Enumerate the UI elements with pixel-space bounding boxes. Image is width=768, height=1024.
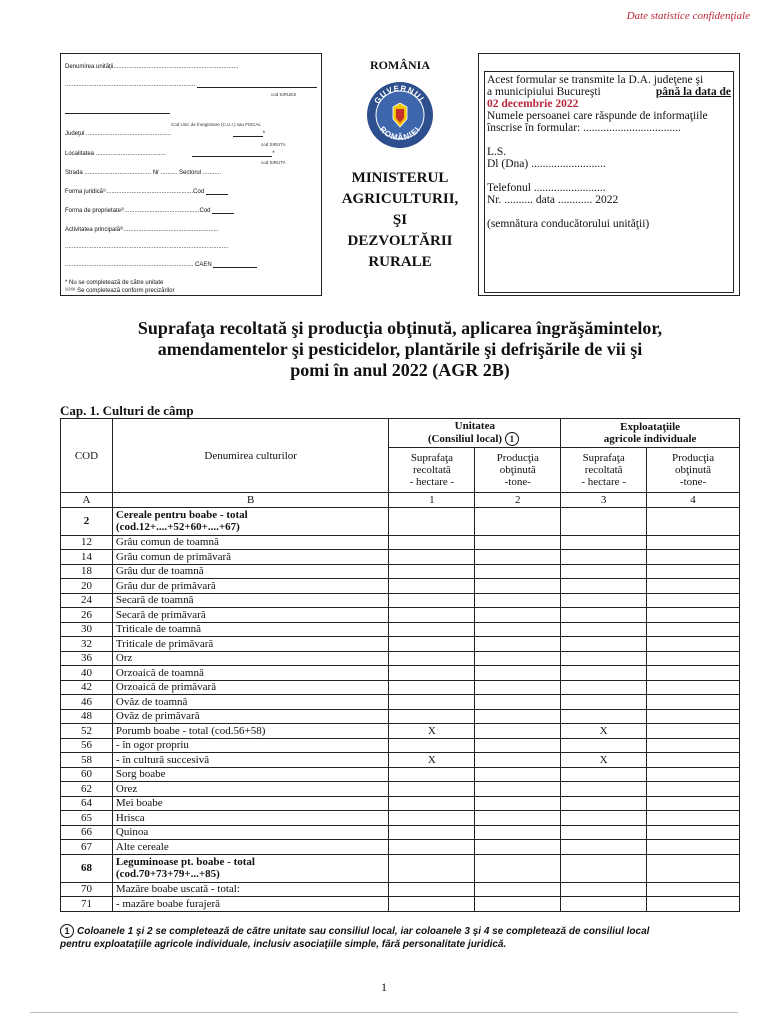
government-crest-icon	[366, 81, 434, 149]
contact-person-label: Numele persoanei care răspunde de informaţiile	[487, 110, 708, 122]
cell-suprafata-individual[interactable]	[561, 738, 647, 753]
table-row	[61, 738, 740, 753]
unit-name-field: Denumirea unităţii...........................................................................	[65, 64, 239, 70]
row-code: 48	[61, 709, 113, 724]
cell-suprafata-unitate[interactable]	[389, 593, 475, 608]
row-code: 60	[61, 767, 113, 782]
table-row	[61, 550, 740, 565]
row-code: 30	[61, 622, 113, 637]
ministry-block	[330, 58, 470, 273]
sirues-label: cod SIRUES	[271, 92, 297, 97]
letter-4: 4	[647, 493, 740, 508]
cell-suprafata-unitate[interactable]	[389, 507, 475, 535]
cell-suprafata-unitate[interactable]	[389, 782, 475, 797]
cell-suprafata-unitate[interactable]	[389, 535, 475, 550]
cell-suprafata-individual[interactable]	[561, 854, 647, 882]
activitate-field: Activitatea principală³⁾.........................................................	[65, 227, 219, 233]
row-code: 62	[61, 782, 113, 797]
localitate-boxes	[192, 151, 272, 157]
cell-productia-unitate[interactable]	[475, 579, 561, 594]
table-row	[61, 796, 740, 811]
cell-productia-unitate[interactable]	[475, 695, 561, 710]
cell-suprafata-unitate[interactable]	[389, 695, 475, 710]
cell-productia-unitate[interactable]	[475, 882, 561, 897]
cell-productia-individual[interactable]	[647, 666, 740, 681]
table-row	[61, 593, 740, 608]
cell-productia-unitate[interactable]	[475, 622, 561, 637]
signature-label: (semnătura conducătorului unităţii)	[487, 218, 650, 230]
table-row	[61, 637, 740, 652]
cell-suprafata-individual[interactable]	[561, 840, 647, 855]
cell-productia-individual[interactable]	[647, 564, 740, 579]
caen-field: ............................................................................. CAEN	[65, 262, 257, 268]
cell-suprafata-unitate[interactable]	[389, 825, 475, 840]
cell-suprafata-individual[interactable]	[561, 579, 647, 594]
crops-table	[60, 418, 740, 912]
page-title: Suprafaţa recoltată şi producţia obţinută, aplicarea îngrăşămintelor, amendamentelor şi pesticidelor, plantările şi defrişările de vii şi pomi în anul 2022 (AGR 2B)	[137, 318, 663, 380]
row-code: 40	[61, 666, 113, 681]
forma-juridica-boxes	[206, 189, 228, 195]
row-crop-name: - în ogor propriu	[112, 738, 389, 753]
row-code: 20	[61, 579, 113, 594]
cell-productia-unitate[interactable]	[475, 651, 561, 666]
cell-productia-individual[interactable]	[647, 695, 740, 710]
cell-productia-individual[interactable]	[647, 550, 740, 565]
cell-productia-unitate[interactable]	[475, 796, 561, 811]
chapter-heading: Cap. 1. Culturi de câmp	[60, 403, 194, 418]
cell-productia-unitate[interactable]	[475, 767, 561, 782]
table-row	[61, 882, 740, 897]
cell-suprafata-individual[interactable]	[561, 666, 647, 681]
col-header-suprafata-2: Suprafaţa recoltată - hectare -	[561, 448, 647, 493]
cell-suprafata-unitate[interactable]	[389, 608, 475, 623]
cell-suprafata-unitate[interactable]	[389, 796, 475, 811]
cell-suprafata-unitate[interactable]	[389, 897, 475, 912]
row-crop-name: - în cultură succesivă	[112, 753, 389, 768]
row-code: 58	[61, 753, 113, 768]
cell-suprafata-individual[interactable]	[561, 695, 647, 710]
deadline-date: 02 decembrie 2022	[487, 98, 579, 110]
row-crop-name: Hrisca	[112, 811, 389, 826]
row-code: 64	[61, 796, 113, 811]
row-code: 71	[61, 897, 113, 912]
transmit-box	[478, 53, 740, 296]
forma-proprietate-boxes	[212, 208, 234, 214]
cell-productia-individual[interactable]	[647, 738, 740, 753]
cell-productia-unitate[interactable]	[475, 666, 561, 681]
row-code: 65	[61, 811, 113, 826]
letter-2: 2	[475, 493, 561, 508]
row-crop-name: Mei boabe	[112, 796, 389, 811]
col-header-exploatatii: Exploataţiile agricole individuale	[561, 419, 740, 448]
row-crop-name: Orzoaică de primăvară	[112, 680, 389, 695]
cell-productia-unitate[interactable]	[475, 608, 561, 623]
row-crop-name: Secară de toamnă	[112, 593, 389, 608]
row-crop-name: Mazăre boabe uscată - total:	[112, 882, 389, 897]
row-code: 46	[61, 695, 113, 710]
cell-suprafata-individual[interactable]	[561, 897, 647, 912]
cell-productia-unitate[interactable]	[475, 709, 561, 724]
judet-field: Judeţul ................................................... *	[65, 131, 266, 137]
cell-productia-individual[interactable]	[647, 680, 740, 695]
table-row	[61, 825, 740, 840]
row-code: 14	[61, 550, 113, 565]
cell-productia-unitate[interactable]	[475, 825, 561, 840]
cell-suprafata-individual[interactable]	[561, 622, 647, 637]
cell-suprafata-individual[interactable]	[561, 680, 647, 695]
col-header-productia-1: Producţia obţinută -tone-	[475, 448, 561, 493]
table-row	[61, 782, 740, 797]
cell-productia-individual[interactable]	[647, 811, 740, 826]
letter-a: A	[61, 493, 113, 508]
table-letters-row	[61, 493, 740, 508]
cell-suprafata-individual[interactable]	[561, 882, 647, 897]
table-row	[61, 897, 740, 912]
row-crop-name: Cereale pentru boabe - total (cod.12+....+52+60+....+67)	[112, 507, 389, 535]
cell-suprafata-individual[interactable]	[561, 767, 647, 782]
footnote-text-1: Coloanele 1 şi 2 se completează de către unitate sau consiliul local, iar coloanele 3 şi 4 se completează de consiliul local	[77, 926, 650, 937]
table-row	[61, 579, 740, 594]
cell-productia-individual[interactable]	[647, 840, 740, 855]
cell-suprafata-unitate[interactable]	[389, 811, 475, 826]
row-crop-name: - mazăre boabe furajeră	[112, 897, 389, 912]
cell-suprafata-unitate[interactable]	[389, 637, 475, 652]
cell-productia-unitate[interactable]	[475, 782, 561, 797]
row-crop-name: Orzoaică de toamnă	[112, 666, 389, 681]
cell-suprafata-individual[interactable]	[561, 796, 647, 811]
table-row	[61, 608, 740, 623]
cell-productia-individual[interactable]	[647, 608, 740, 623]
table-row	[61, 680, 740, 695]
row-crop-name: Grâu dur de primăvară	[112, 579, 389, 594]
forma-proprietate-field: Forma de proprietate²⁾.............................................Cod	[65, 207, 234, 214]
cell-suprafata-unitate[interactable]	[389, 709, 475, 724]
col-header-productia-2: Producţia obţinută -tone-	[647, 448, 740, 493]
cell-suprafata-individual[interactable]: X	[561, 724, 647, 739]
table-row	[61, 651, 740, 666]
row-crop-name: Triticale de primăvară	[112, 637, 389, 652]
cell-suprafata-individual[interactable]: X	[561, 753, 647, 768]
row-code: 12	[61, 535, 113, 550]
cell-suprafata-individual[interactable]	[561, 651, 647, 666]
table-row	[61, 535, 740, 550]
cell-suprafata-unitate[interactable]	[389, 680, 475, 695]
cui-label: Cod Unic de Înregistrare (C.U.I.) sau FISCAL	[171, 122, 262, 127]
letter-3: 3	[561, 493, 647, 508]
cell-productia-unitate[interactable]	[475, 811, 561, 826]
confidential-label: Date statistice confidenţiale	[626, 10, 750, 22]
nr-data-field: Nr. .......... data ............ 2022	[487, 194, 619, 206]
page-number: 1	[381, 980, 387, 994]
table-row	[61, 666, 740, 681]
transmit-line-1: Acest formular se transmite la D.A. judeţene şi	[487, 74, 704, 86]
row-crop-name: Orez	[112, 782, 389, 797]
cell-suprafata-unitate[interactable]	[389, 550, 475, 565]
table-row	[61, 564, 740, 579]
ident-note-2: ¹⁾²⁾³⁾ Se completează conform precizărilor	[65, 288, 175, 294]
country-title: ROMÂNIA	[370, 58, 430, 72]
row-crop-name: Porumb boabe - total (cod.56+58)	[112, 724, 389, 739]
row-code: 2	[61, 507, 113, 535]
table-row	[61, 622, 740, 637]
cell-productia-unitate[interactable]	[475, 854, 561, 882]
localitate-field: Localitatea .......................................... *	[65, 151, 275, 157]
cell-productia-unitate[interactable]	[475, 738, 561, 753]
row-code: 18	[61, 564, 113, 579]
cell-productia-individual[interactable]	[647, 796, 740, 811]
row-crop-name: Triticale de toamnă	[112, 622, 389, 637]
cell-suprafata-unitate[interactable]	[389, 738, 475, 753]
cell-productia-individual[interactable]	[647, 825, 740, 840]
letter-1: 1	[389, 493, 475, 508]
siruta-label-2: cod SIRUTA	[261, 160, 286, 165]
cell-suprafata-individual[interactable]	[561, 825, 647, 840]
cell-suprafata-unitate[interactable]	[389, 767, 475, 782]
footnote	[60, 924, 750, 951]
row-code: 68	[61, 854, 113, 882]
row-code: 42	[61, 680, 113, 695]
row-code: 56	[61, 738, 113, 753]
cell-suprafata-unitate[interactable]	[389, 579, 475, 594]
cell-productia-individual[interactable]	[647, 651, 740, 666]
row-crop-name: Grâu comun de toamnă	[112, 535, 389, 550]
cell-productia-unitate[interactable]	[475, 637, 561, 652]
caen-boxes	[213, 262, 257, 268]
row-crop-name: Ovăz de toamnă	[112, 695, 389, 710]
judet-boxes	[233, 131, 263, 137]
cell-suprafata-individual[interactable]	[561, 535, 647, 550]
sirues-boxes	[197, 82, 317, 88]
row-code: 52	[61, 724, 113, 739]
cell-productia-individual[interactable]	[647, 882, 740, 897]
svg-text:GUVERNUL: GUVERNUL	[372, 83, 428, 106]
cell-productia-individual[interactable]	[647, 753, 740, 768]
cell-productia-individual[interactable]	[647, 767, 740, 782]
table-row	[61, 709, 740, 724]
identification-box	[60, 53, 322, 296]
table-row	[61, 840, 740, 855]
forma-juridica-field: Forma juridică¹⁾....................................................Cod	[65, 188, 228, 195]
row-crop-name: Secară de primăvară	[112, 608, 389, 623]
cell-suprafata-unitate[interactable]	[389, 622, 475, 637]
svg-text:ROMÂNIEI: ROMÂNIEI	[377, 124, 423, 143]
cell-suprafata-individual[interactable]	[561, 637, 647, 652]
cell-suprafata-individual[interactable]	[561, 507, 647, 535]
cell-productia-unitate[interactable]	[475, 840, 561, 855]
row-code: 36	[61, 651, 113, 666]
dl-field: Dl (Dna) ..........................	[487, 158, 606, 170]
col-header-denumirea: Denumirea culturilor	[112, 419, 389, 493]
row-code: 26	[61, 608, 113, 623]
cell-productia-unitate[interactable]	[475, 680, 561, 695]
row-code: 24	[61, 593, 113, 608]
cell-productia-individual[interactable]	[647, 535, 740, 550]
row-crop-name: Alte cereale	[112, 840, 389, 855]
cell-suprafata-unitate[interactable]	[389, 651, 475, 666]
cell-suprafata-individual[interactable]	[561, 550, 647, 565]
cell-productia-individual[interactable]	[647, 897, 740, 912]
ls-label: L.S.	[487, 146, 507, 158]
table-row	[61, 767, 740, 782]
letter-b: B	[112, 493, 389, 508]
cell-suprafata-unitate[interactable]	[389, 840, 475, 855]
cell-suprafata-individual[interactable]	[561, 593, 647, 608]
cui-boxes-row	[65, 108, 170, 114]
row-code: 67	[61, 840, 113, 855]
row-crop-name: Grâu dur de toamnă	[112, 564, 389, 579]
bottom-rule	[30, 1012, 738, 1013]
row-crop-name: Quinoa	[112, 825, 389, 840]
cell-productia-individual[interactable]	[647, 579, 740, 594]
row-crop-name: Sorg boabe	[112, 767, 389, 782]
col-header-suprafata-1: Suprafaţa recoltată - hectare -	[389, 448, 475, 493]
cell-productia-unitate[interactable]	[475, 753, 561, 768]
col-header-cod: COD	[61, 419, 113, 493]
siruta-label-1: cod SIRUTA	[261, 142, 286, 147]
row-code: 66	[61, 825, 113, 840]
table-row	[61, 811, 740, 826]
table-row	[61, 724, 740, 739]
table-row	[61, 507, 740, 535]
cell-suprafata-individual[interactable]	[561, 811, 647, 826]
cell-productia-unitate[interactable]	[475, 593, 561, 608]
cell-productia-individual[interactable]	[647, 637, 740, 652]
cell-productia-unitate[interactable]	[475, 724, 561, 739]
contact-person-field: înscrise în formular: ..................................	[487, 122, 681, 134]
cell-suprafata-unitate[interactable]: X	[389, 724, 475, 739]
cell-suprafata-unitate[interactable]	[389, 882, 475, 897]
unit-name-line: ..............................................................................	[65, 82, 317, 88]
strada-field: Strada ........................................ Nr .......... Sectorul ...........	[65, 170, 222, 176]
cell-suprafata-unitate[interactable]	[389, 564, 475, 579]
row-code: 70	[61, 882, 113, 897]
cell-suprafata-individual[interactable]	[561, 608, 647, 623]
cell-productia-individual[interactable]	[647, 724, 740, 739]
transmit-line-2: a municipiului Bucureşti până la data de	[487, 86, 731, 98]
ident-note-1: * Nu se completează de către unitate	[65, 280, 164, 286]
ministry-name: MINISTERUL AGRICULTURII, ŞI DEZVOLTĂRII RURALE	[341, 170, 459, 270]
footnote-circle-icon: 1	[60, 924, 74, 938]
table-row	[61, 695, 740, 710]
cell-productia-unitate[interactable]	[475, 507, 561, 535]
cell-productia-individual[interactable]	[647, 593, 740, 608]
cell-productia-individual[interactable]	[647, 622, 740, 637]
note-circle-icon: 1	[505, 432, 519, 446]
footnote-text-2: pentru exploataţiile agricole individuale, inclusiv asociaţiile simple, fără personalitate juridică.	[60, 939, 507, 950]
row-crop-name: Orz	[112, 651, 389, 666]
table-row	[61, 753, 740, 768]
cell-productia-individual[interactable]	[647, 709, 740, 724]
cell-suprafata-individual[interactable]	[561, 782, 647, 797]
cell-productia-unitate[interactable]	[475, 564, 561, 579]
cell-suprafata-individual[interactable]	[561, 564, 647, 579]
row-crop-name: Ovăz de primăvară	[112, 709, 389, 724]
cell-suprafata-unitate[interactable]	[389, 854, 475, 882]
row-crop-name: Grâu comun de primăvară	[112, 550, 389, 565]
cell-productia-unitate[interactable]	[475, 535, 561, 550]
cell-productia-individual[interactable]	[647, 854, 740, 882]
cell-suprafata-unitate[interactable]: X	[389, 753, 475, 768]
cell-productia-unitate[interactable]	[475, 897, 561, 912]
cui-boxes	[65, 108, 170, 114]
row-crop-name: Leguminoase pt. boabe - total (cod.70+73+79+...+85)	[112, 854, 389, 882]
telefon-field: Telefonul .........................	[487, 182, 606, 194]
cell-productia-individual[interactable]	[647, 507, 740, 535]
cell-productia-individual[interactable]	[647, 782, 740, 797]
row-code: 32	[61, 637, 113, 652]
col-header-unitatea: Unitatea (Consiliul local) 1	[389, 419, 561, 448]
cell-suprafata-unitate[interactable]	[389, 666, 475, 681]
table-row	[61, 854, 740, 882]
activitate-line: ..................................................................................................	[65, 244, 229, 250]
table-header-row-1	[61, 419, 740, 448]
cell-suprafata-individual[interactable]	[561, 709, 647, 724]
cell-productia-unitate[interactable]	[475, 550, 561, 565]
